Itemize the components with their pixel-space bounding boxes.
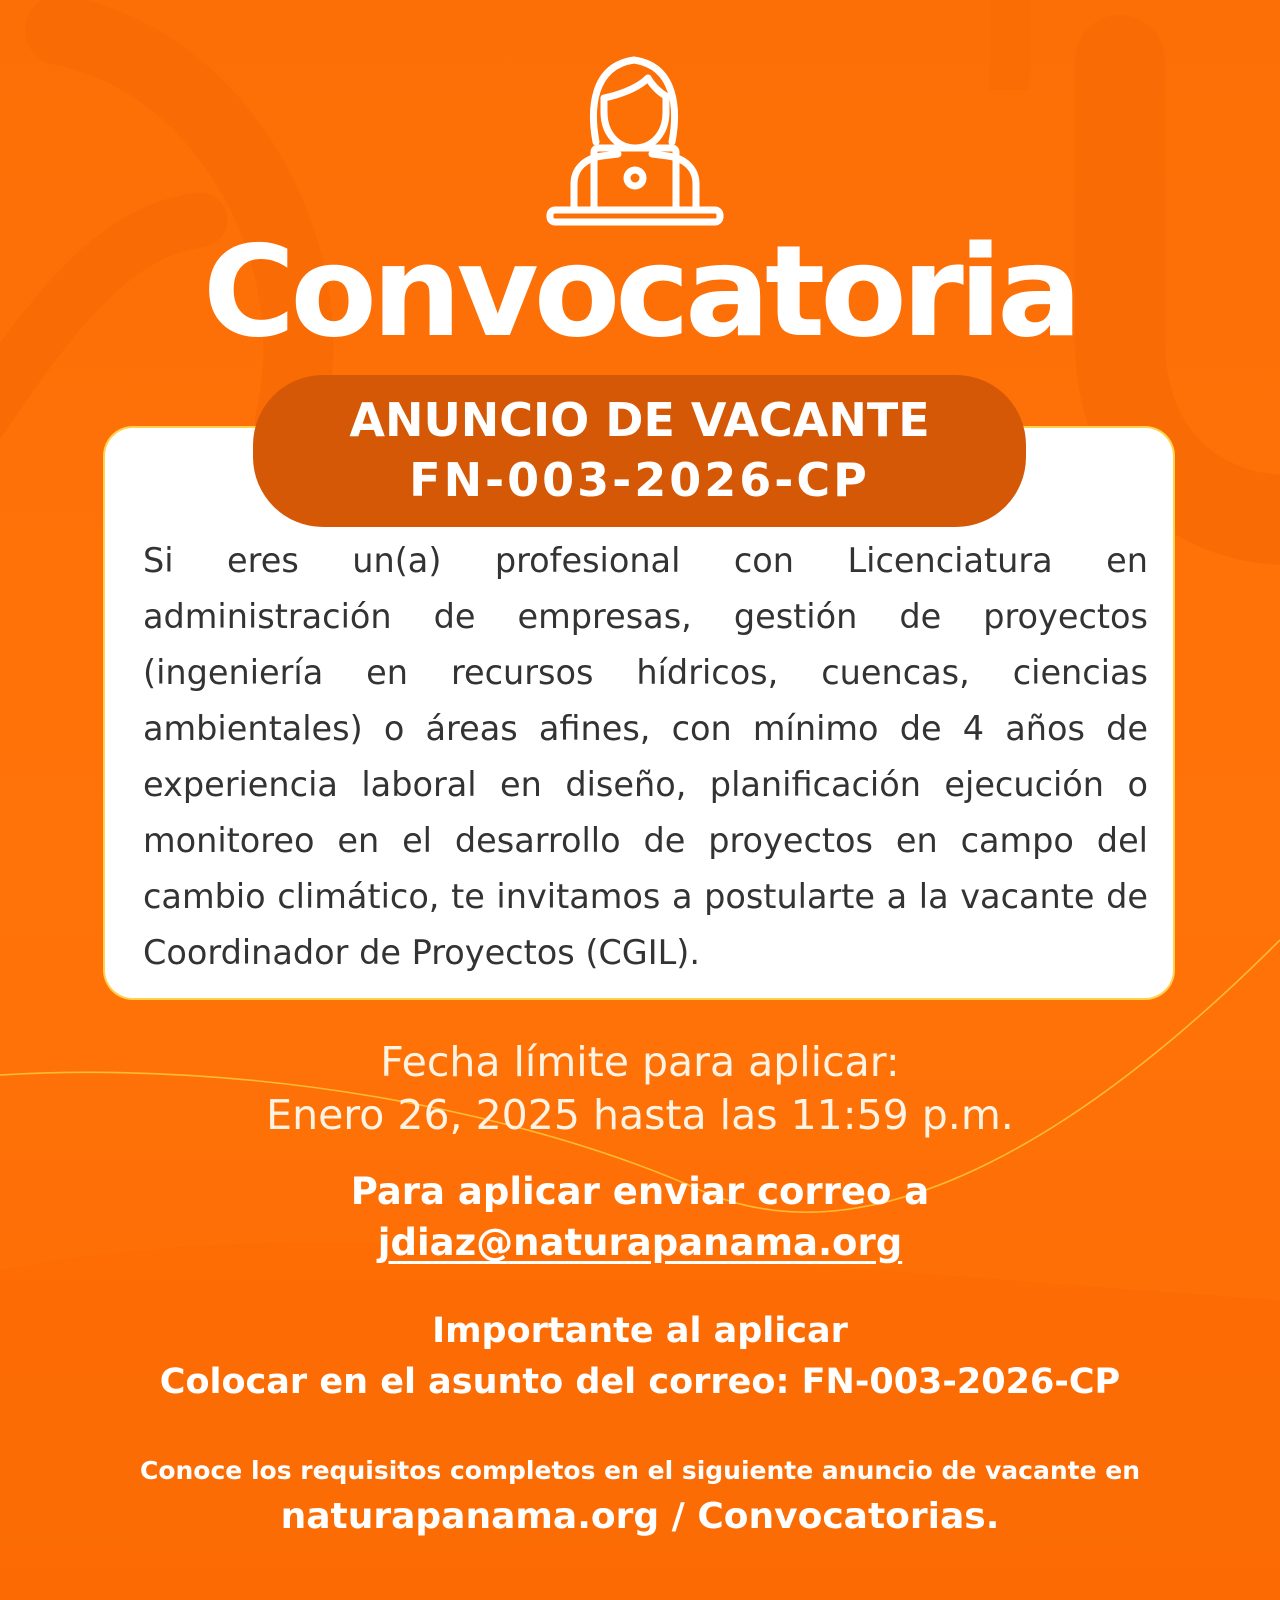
important-heading: Importante al aplicar bbox=[432, 1311, 848, 1351]
deadline-block bbox=[0, 1036, 1280, 1142]
apply-block bbox=[0, 1166, 1280, 1268]
website-link[interactable]: naturapanama.org / Convocatorias. bbox=[280, 1496, 1000, 1537]
subject-note: Colocar en el asunto del correo: FN-003-2026-CP bbox=[159, 1362, 1121, 1402]
important-block bbox=[0, 1306, 1280, 1408]
footer-note: Conoce los requisitos completos en el siguiente anuncio de vacante en bbox=[139, 1456, 1141, 1485]
footer bbox=[0, 1452, 1280, 1544]
apply-instruction: Para aplicar enviar correo a bbox=[350, 1170, 930, 1213]
vacancy-code: FN-003-2026-CP bbox=[409, 453, 870, 507]
email-link[interactable]: jdiaz@naturapanama.org bbox=[377, 1221, 903, 1264]
vacancy-badge bbox=[253, 375, 1026, 527]
vacancy-description: Si eres un(a) profesional con Licenciatura en administración de empresas, gestión de proyectos (ingeniería en recursos hídricos, cuencas, ciencias ambientales) o áreas afines, con mínimo de 4 años de experiencia laboral en diseño, planificación ejecución o monitoreo en el desarrollo de proyectos en campo del cambio climático, te invitamos a postularte a la vacante de Coordinador de Proyectos (CGIL). bbox=[143, 541, 1148, 972]
deadline-label: Fecha límite para aplicar: bbox=[380, 1038, 900, 1086]
page-title: Convocatoria bbox=[202, 218, 1078, 365]
badge-heading: ANUNCIO DE VACANTE bbox=[349, 393, 930, 447]
deadline-value: Enero 26, 2025 hasta las 11:59 p.m. bbox=[266, 1091, 1014, 1139]
